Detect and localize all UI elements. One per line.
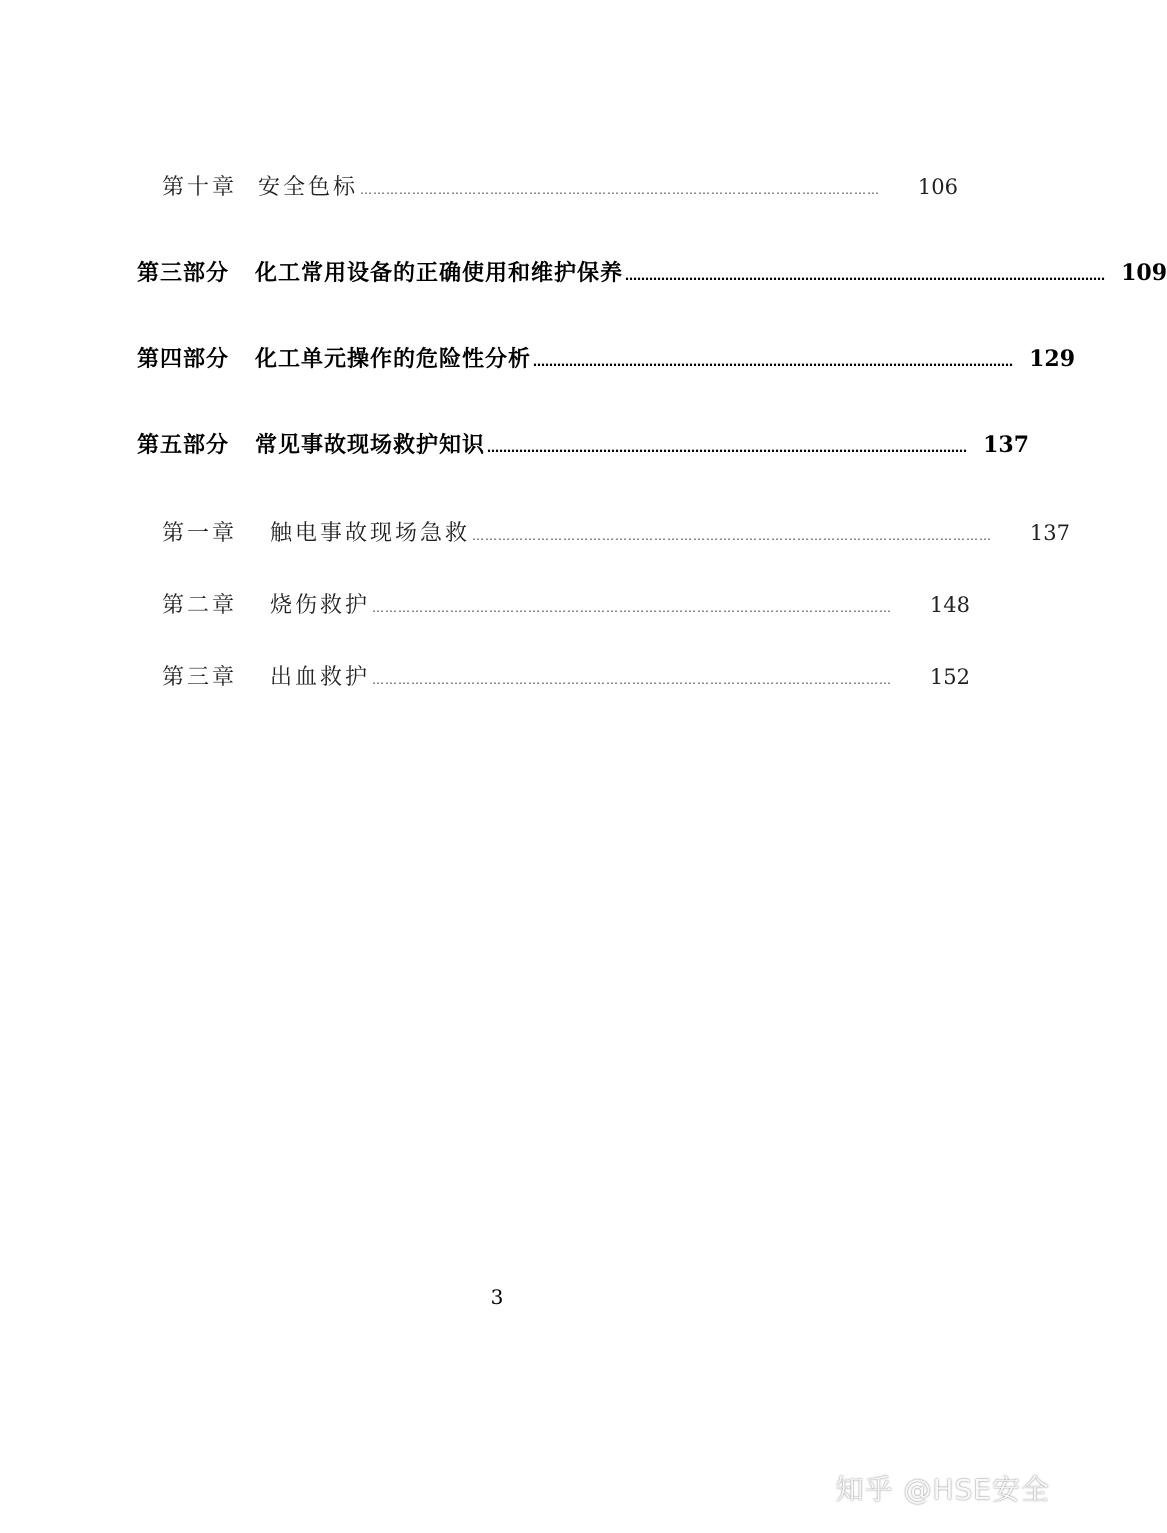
toc-dot-leader: ………………………………………………………………………………………………………… [625,269,1106,283]
toc-entry-part-4[interactable] [137,342,1076,373]
toc-entry-title: 化工单元操作的危险性分析 [255,347,532,372]
toc-entry-chapter-3[interactable] [162,660,971,691]
toc-entry-title: 常见事故现场救护知识 [255,433,486,458]
toc-entry-page: 148 [929,593,971,617]
toc-entry-number: 第一章 [162,521,238,546]
toc-dot-leader: ………………………………………………………………………………………………………… [472,529,993,543]
toc-entry-title: 出血救护 [270,665,371,690]
toc-entry-page: 137 [1029,521,1071,545]
toc-entry-chapter-2[interactable] [162,588,971,619]
toc-entry-part-3[interactable] [137,256,1167,287]
toc-entry-chapter-10[interactable] [162,170,959,201]
toc-entry-page: 152 [929,665,971,689]
toc-entry-part-5[interactable] [137,428,1030,459]
zhihu-watermark: 知乎 @HSE安全 [835,1473,1050,1506]
toc-entry-title: 安全色标 [258,175,359,200]
toc-entry-number: 第四部分 [137,347,230,372]
toc-entry-chapter-1[interactable] [162,516,1071,547]
toc-entry-page: 109 [1121,260,1167,286]
toc-entry-page: 106 [917,175,959,199]
toc-entry-page: 137 [983,432,1030,458]
toc-entry-page: 129 [1029,346,1076,372]
toc-entry-title: 触电事故现场急救 [270,521,471,546]
toc-dot-leader: ………………………………………………………………………………………………………… [372,601,893,615]
toc-entry-number: 第三部分 [137,261,230,286]
toc-entry-number: 第二章 [162,593,238,618]
page-number: 3 [490,1285,504,1309]
toc-entry-title: 化工常用设备的正确使用和维护保养 [255,261,624,286]
toc-entry-title: 烧伤救护 [270,593,371,618]
toc-dot-leader: ………………………………………………………………………………………………………… [487,441,968,455]
toc-dot-leader: ………………………………………………………………………………………………………… [533,355,1014,369]
toc-entry-number: 第三章 [162,665,238,690]
toc-entry-number: 第十章 [162,175,238,200]
toc-dot-leader: ………………………………………………………………………………………………………… [360,183,881,197]
toc-dot-leader: ………………………………………………………………………………………………………… [372,673,893,687]
toc-entry-number: 第五部分 [137,433,230,458]
